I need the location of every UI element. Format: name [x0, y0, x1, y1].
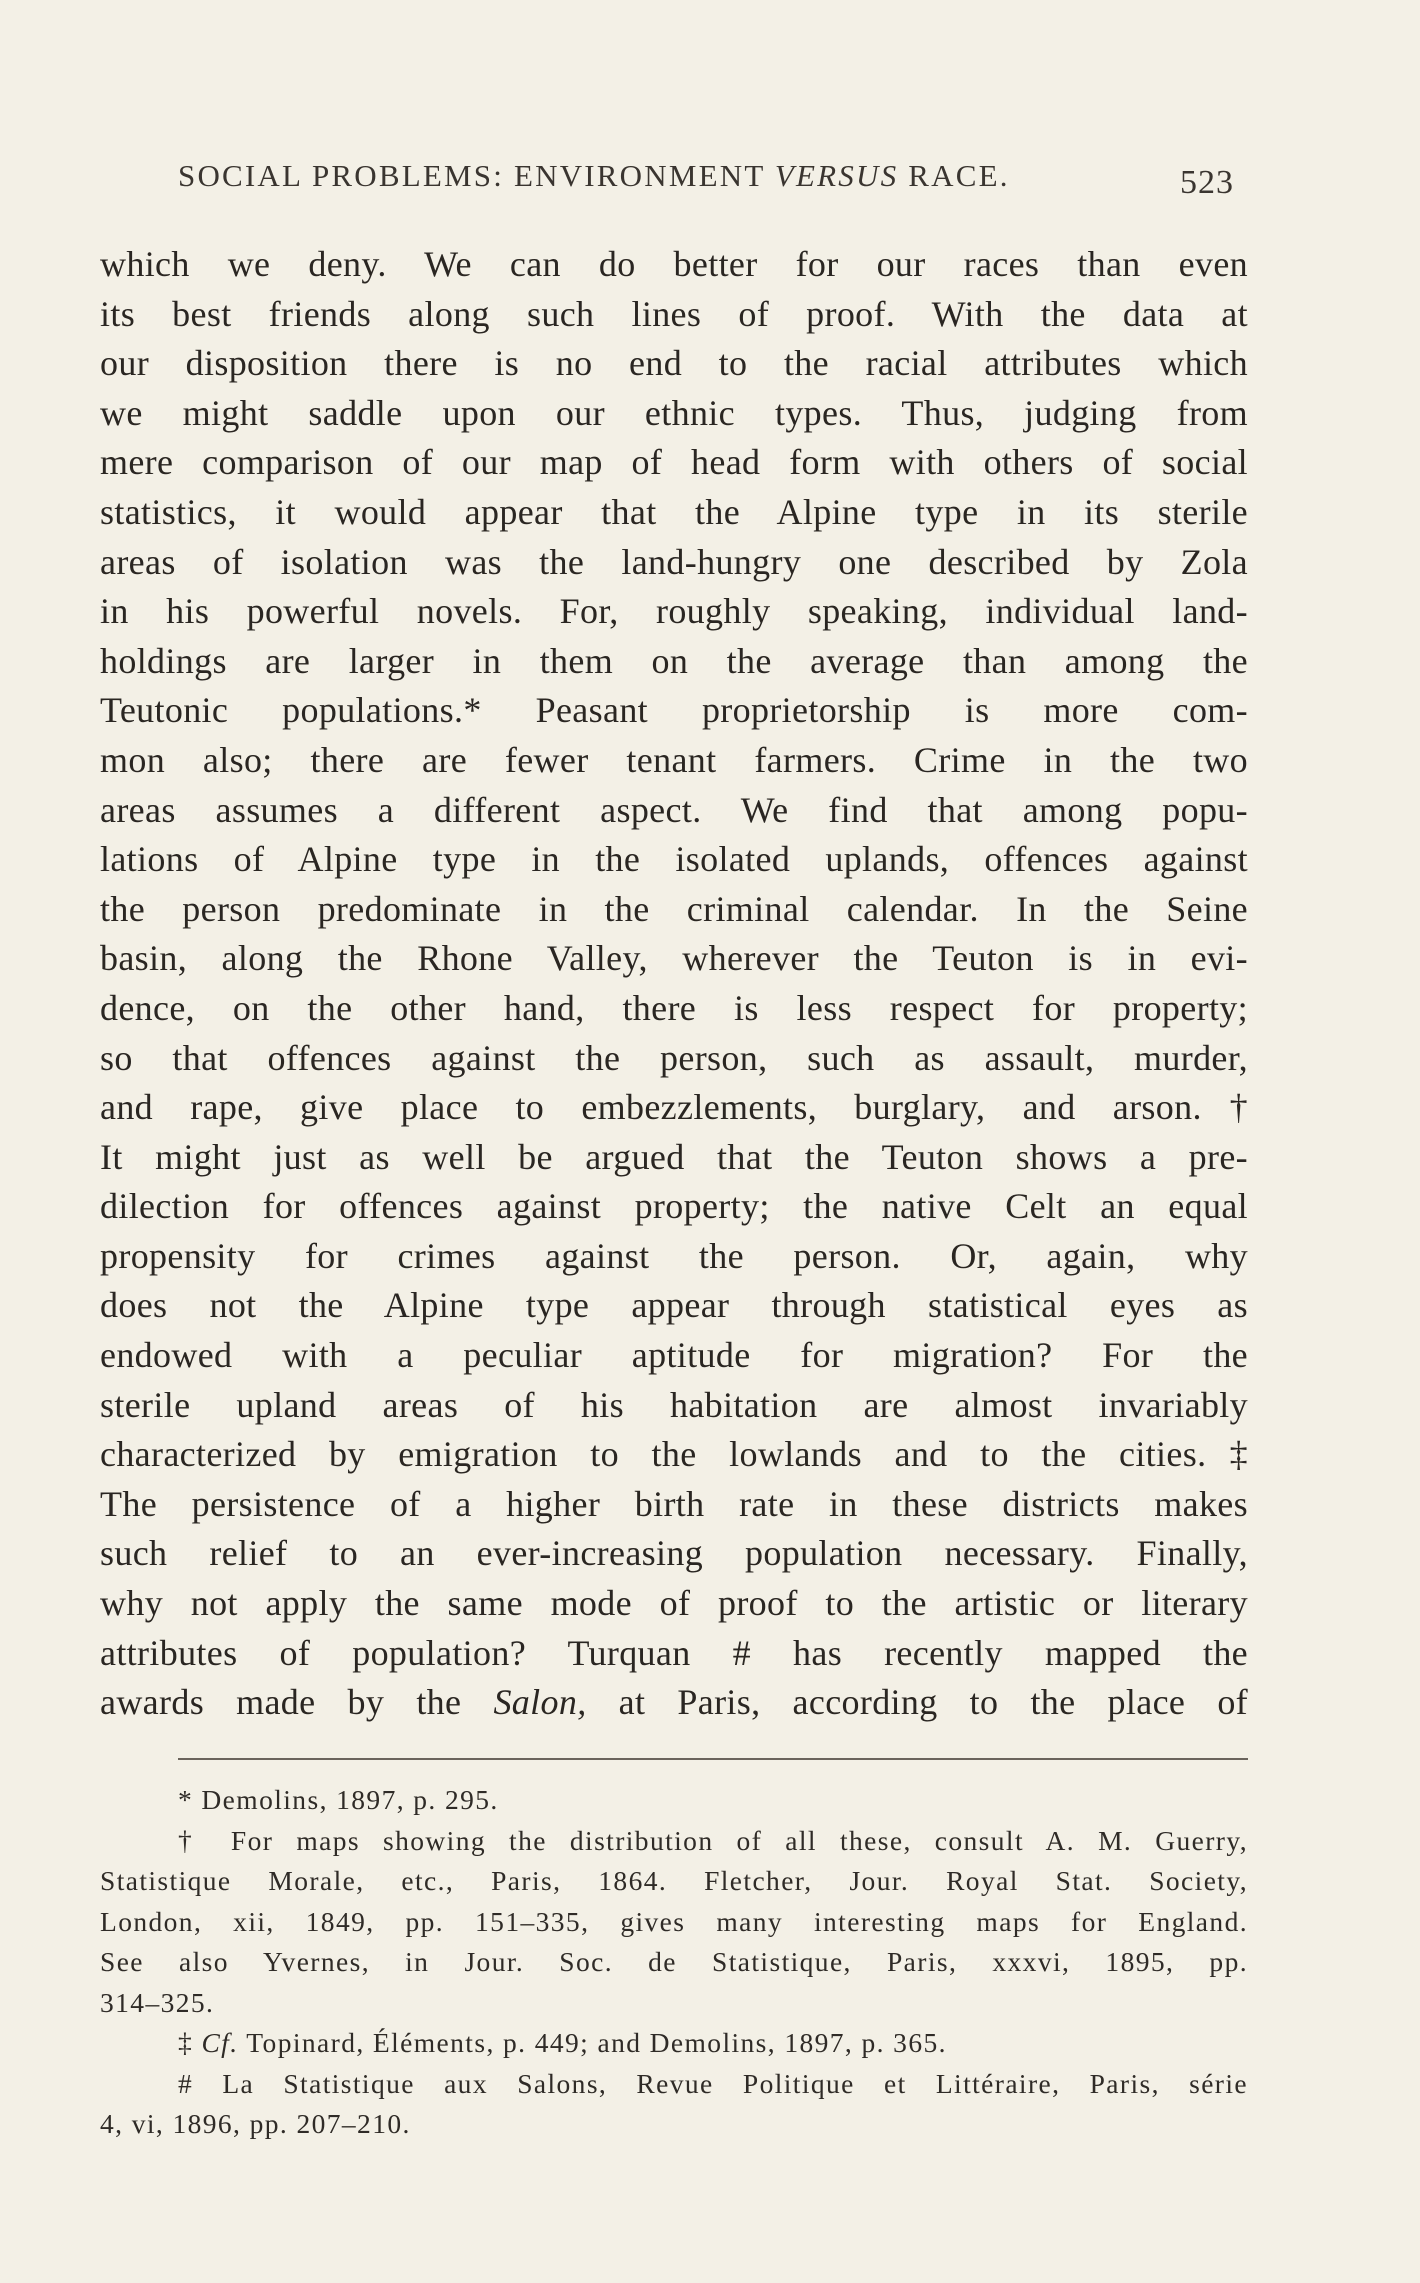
footnote-2-line: London, xii, 1849, pp. 151–335, gives many interesting maps for England.	[100, 1905, 1248, 1937]
running-head-title	[178, 158, 1010, 194]
footnote-1: * Demolins, 1897, p. 295.	[178, 1784, 499, 1815]
body-line: mon also; there are fewer tenant farmers. Crime in the two	[100, 739, 1248, 780]
body-line: mere comparison of our map of head form with others of social	[100, 442, 1248, 483]
body-line: endowed with a peculiar aptitude for migration? For the	[100, 1335, 1248, 1376]
running-head-title-part: SOCIAL PROBLEMS: ENVIRONMENT	[178, 158, 775, 193]
body-line: which we deny. We can do better for our races than even	[100, 244, 1248, 284]
footnote-3-text: Topinard, Éléments, p. 449; and Demolins, 1897, p. 365.	[238, 2027, 947, 2058]
body-line-last	[100, 1678, 1248, 1728]
body-line: areas of isolation was the land-hungry one described by Zola	[100, 541, 1248, 582]
body-line: dilection for offences against property; the native Celt an equal	[100, 1186, 1248, 1227]
footnote-2-line: † For maps showing the distribution of all these, consult A. M. Guerry,	[178, 1824, 1248, 1856]
running-head-title-italic: VERSUS	[774, 158, 899, 193]
body-line: our disposition there is no end to the racial attributes which	[100, 343, 1248, 384]
footnote-divider	[178, 1758, 1248, 1760]
footnote-2-line: See also Yvernes, in Jour. Soc. de Statistique, Paris, xxxvi, 1895, pp.	[100, 1946, 1248, 1977]
running-head	[178, 158, 1278, 218]
body-line: propensity for crimes against the person. Or, again, why	[100, 1235, 1248, 1276]
footnote-3-italic: Cf.	[201, 2027, 239, 2058]
footnote-4-line: # La Statistique aux Salons, Revue Politique et Littéraire, Paris, série	[178, 2067, 1248, 2099]
salon-italic: Salon,	[493, 1682, 587, 1723]
body-line: characterized by emigration to the lowlands and to the cities.‡	[100, 1434, 1248, 1475]
footnote-4-line: 4, vi, 1896, pp. 207–210.	[100, 2108, 411, 2139]
body-line: basin, along the Rhone Valley, wherever the Teuton is in evi-	[100, 938, 1248, 979]
body-line: attributes of population? Turquan # has recently mapped the	[100, 1632, 1248, 1673]
footnote-2-line: Statistique Morale, etc., Paris, 1864. Fletcher, Jour. Royal Stat. Society,	[100, 1865, 1248, 1896]
body-line: The persistence of a higher birth rate in these districts makes	[100, 1483, 1248, 1524]
body-line: we might saddle upon our ethnic types. Thus, judging from	[100, 392, 1248, 433]
body-line: the person predominate in the criminal calendar. In the Seine	[100, 888, 1248, 929]
body-line: in his powerful novels. For, roughly speaking, individual land-	[100, 591, 1248, 632]
body-line: Teutonic populations.* Peasant proprietorship is more com-	[100, 690, 1248, 731]
footnote-3	[100, 2023, 1248, 2064]
body-line: such relief to an ever-increasing population necessary. Finally,	[100, 1533, 1248, 1574]
body-line: statistics, it would appear that the Alpine type in its sterile	[100, 491, 1248, 532]
footnotes	[100, 1780, 1248, 2145]
body-line: and rape, give place to embezzlements, burglary, and arson.†	[100, 1087, 1248, 1128]
body-line-part: awards made by the	[100, 1682, 494, 1723]
body-line: dence, on the other hand, there is less respect for property;	[100, 987, 1248, 1028]
footnote-3-mark: ‡	[178, 2027, 202, 2058]
running-head-title-part: RACE.	[898, 158, 1010, 193]
body-line: does not the Alpine type appear through statistical eyes as	[100, 1285, 1248, 1326]
body-line-part: at Paris, according to the place of	[586, 1682, 1249, 1723]
body-line: so that offences against the person, such as assault, murder,	[100, 1037, 1248, 1078]
body-line: lations of Alpine type in the isolated uplands, offences against	[100, 839, 1248, 880]
body-line: why not apply the same mode of proof to the artistic or literary	[100, 1583, 1248, 1624]
body-text	[100, 240, 1248, 1728]
page-number: 523	[1180, 164, 1234, 201]
body-line: It might just as well be argued that the Teuton shows a pre-	[100, 1136, 1248, 1177]
footnote-2-line: 314–325.	[100, 1986, 215, 2018]
body-line: its best friends along such lines of proof. With the data at	[100, 293, 1248, 334]
body-line: sterile upland areas of his habitation are almost invariably	[100, 1384, 1248, 1425]
body-line: areas assumes a different aspect. We find that among popu-	[100, 789, 1248, 830]
body-line: holdings are larger in them on the average than among the	[100, 640, 1248, 681]
